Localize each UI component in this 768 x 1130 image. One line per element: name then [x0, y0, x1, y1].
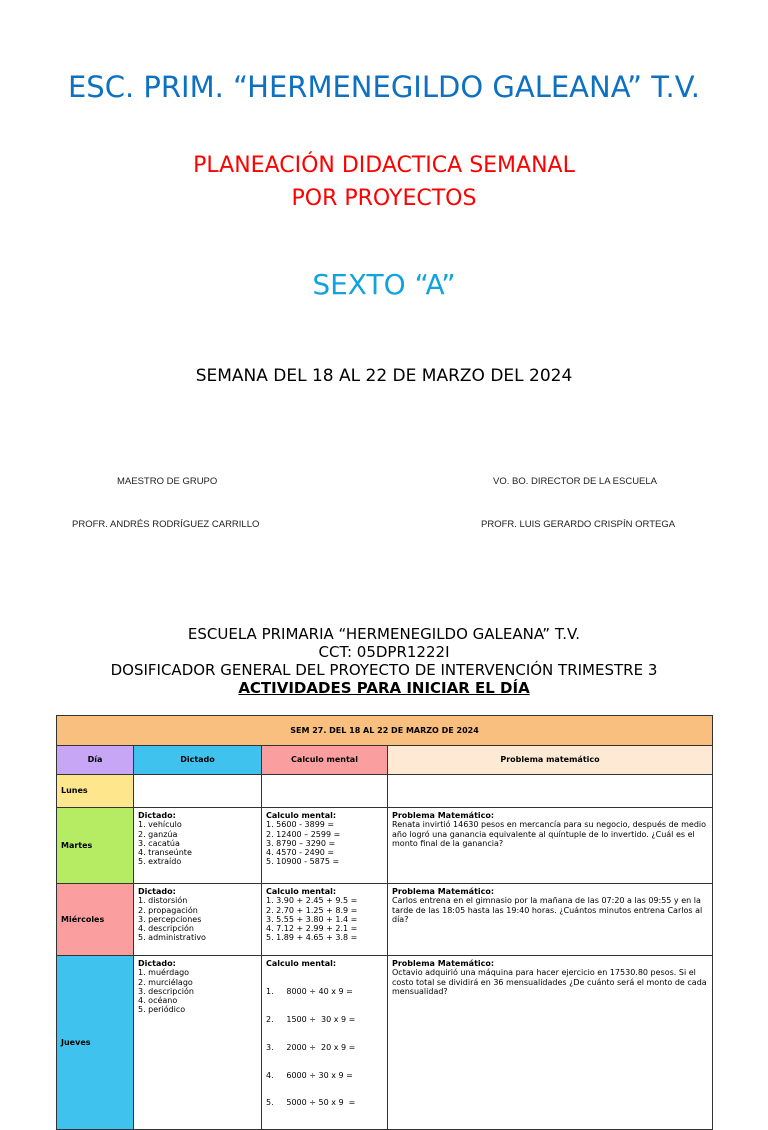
list-item: 2. propagación: [138, 905, 198, 915]
plan-title-line1: PLANEACIÓN DIDACTICA SEMANAL: [193, 153, 575, 178]
list-item: 1. 3.90 + 2.45 + 9.5 =: [266, 896, 358, 906]
problema-cell: [388, 884, 713, 956]
list-item: 5. extraído: [138, 857, 182, 867]
header-problema: Problema matemático: [388, 746, 713, 775]
list-item: 3. 5.55 + 3.80 + 1.4 =: [266, 914, 358, 924]
sem-row: [57, 716, 713, 746]
maestro-label: MAESTRO DE GRUPO: [117, 476, 218, 487]
problema-text: Renata invirtió 14630 pesos en mercancía para su negocio, después de medio año logró una ganancia equivalente al quíntuple de lo invertido. ¿Cuál es el monto final de la ganancia?: [392, 820, 707, 848]
calculo-cell: [262, 956, 388, 1130]
dictado-title: Dictado:: [138, 811, 176, 820]
activities-table: [56, 715, 713, 1130]
calculo-cell: [262, 808, 388, 884]
table-row-lunes: [57, 775, 713, 808]
list-item: 2. murciélago: [138, 977, 193, 987]
header-dia: Día: [57, 746, 134, 775]
header-calculo: Calculo mental: [262, 746, 388, 775]
list-item: 2. 2.70 + 1.25 + 8.9 =: [266, 905, 358, 915]
school-title: ESC. PRIM. “HERMENEGILDO GALEANA” T.V.: [67, 70, 701, 104]
director-name: PROFR. LUIS GERARDO CRISPÍN ORTEGA: [481, 519, 676, 530]
problema-title: Problema Matemático:: [392, 959, 495, 968]
problema-title: Problema Matemático:: [392, 811, 495, 820]
day-cell: Martes: [57, 808, 134, 884]
table-row-miercoles: [57, 884, 713, 956]
list-item: 2. 12400 – 2599 =: [266, 829, 341, 839]
list-item: 2. 1500 ÷ 30 x 9 =: [266, 1014, 356, 1024]
table-row-jueves: [57, 956, 713, 1130]
list-item: 4. océano: [138, 996, 178, 1006]
problema-text: Octavio adquirió una máquina para hacer ejercicio en 17530.80 pesos. Si el costo total se dividirá en 36 mensualidades ¿De cuánto será el monto de cada mensualidad?: [392, 968, 707, 996]
week-label: SEMANA DEL 18 AL 22 DE MARZO DEL 2024: [195, 366, 573, 386]
header-dictado: Dictado: [134, 746, 262, 775]
problema-text: Carlos entrena en el gimnasio por la mañana de las 07:20 a las 09:55 y en la tarde de las 18:05 hasta las 19:40 horas. ¿Cuántos minutos entrena Carlos al día?: [392, 896, 703, 924]
list-item: 5. periódico: [138, 1005, 186, 1015]
list-item: 3. cacatúa: [138, 838, 180, 848]
problema-cell: [388, 775, 713, 808]
director-label: VO. BO. DIRECTOR DE LA ESCUELA: [493, 476, 658, 487]
problema-cell: [388, 956, 713, 1130]
list-item: 5. 5000 ÷ 50 x 9 =: [266, 1098, 356, 1108]
dosificador-heading: DOSIFICADOR GENERAL DEL PROYECTO DE INTERVENCIÓN TRIMESTRE 3: [110, 661, 658, 679]
list-item: 1. 8000 ÷ 40 x 9 =: [266, 986, 353, 996]
calculo-title: Calculo mental:: [266, 887, 337, 896]
list-item: 3. percepciones: [138, 914, 202, 924]
list-item: 4. descripción: [138, 924, 194, 934]
school-heading: ESCUELA PRIMARIA “HERMENEGILDO GALEANA” T.V.: [187, 625, 581, 643]
list-item: 4. 6000 ÷ 30 x 9 =: [266, 1070, 353, 1080]
list-item: 5. administrativo: [138, 933, 206, 943]
list-item: 4. 4570 - 2490 =: [266, 848, 335, 858]
day-cell: Jueves: [57, 956, 134, 1130]
list-item: 2. ganzúa: [138, 829, 178, 839]
list-item: 4. 7.12 + 2.99 + 2.1 =: [266, 924, 358, 934]
dictado-title: Dictado:: [138, 887, 176, 896]
day-cell: Miércoles: [57, 884, 134, 956]
list-item: 3. 2000 ÷ 20 x 9 =: [266, 1042, 356, 1052]
problema-cell: [388, 808, 713, 884]
dictado-cell: [134, 884, 262, 956]
header-row: [57, 746, 713, 775]
list-item: 5. 1.89 + 4.65 + 3.8 =: [266, 933, 358, 943]
day-cell: Lunes: [57, 775, 134, 808]
list-item: 3. 8790 – 3290 =: [266, 838, 336, 848]
grade-title: SEXTO “A”: [312, 268, 456, 301]
list-item: 1. 5600 - 3899 =: [266, 820, 335, 830]
list-item: 1. distorsión: [138, 896, 188, 906]
cct-heading: CCT: 05DPR1222I: [318, 643, 450, 661]
list-item: 4. transeúnte: [138, 848, 192, 858]
plan-title-line2: POR PROYECTOS: [291, 186, 477, 211]
list-item: 1. muérdago: [138, 968, 190, 978]
sem-cell: SEM 27. DEL 18 AL 22 DE MARZO DE 2024: [57, 716, 713, 746]
calculo-title: Calculo mental:: [266, 959, 337, 968]
dictado-cell: [134, 775, 262, 808]
list-item: 3. descripción: [138, 986, 194, 996]
problema-title: Problema Matemático:: [392, 887, 495, 896]
table-row-martes: [57, 808, 713, 884]
list-item: 5. 10900 - 5875 =: [266, 857, 340, 867]
dictado-cell: [134, 956, 262, 1130]
calculo-cell: [262, 884, 388, 956]
dictado-cell: [134, 808, 262, 884]
calculo-title: Calculo mental:: [266, 811, 337, 820]
maestro-name: PROFR. ANDRÉS RODRÍGUEZ CARRILLO: [72, 519, 260, 530]
calculo-cell: [262, 775, 388, 808]
list-item: 1. vehículo: [138, 820, 182, 830]
actividades-heading: ACTIVIDADES PARA INICIAR EL DÍA: [238, 679, 530, 697]
dictado-title: Dictado:: [138, 959, 176, 968]
